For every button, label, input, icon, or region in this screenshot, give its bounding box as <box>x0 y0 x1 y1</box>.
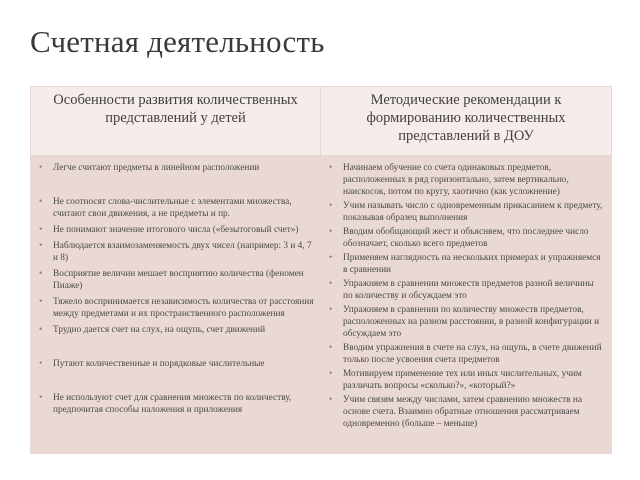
list-item: • Не понимают значение итогового числа («безытоговый счет») <box>37 224 314 236</box>
table-body-row <box>31 156 612 454</box>
list-item: • Не соотносят слова-числительные с элементами множества, считают свои движения, а не предметы и пр. <box>37 196 314 220</box>
features-cell <box>31 156 321 454</box>
list-item: • Упражняем в сравнении по количеству множеств предметов, расположенных на разном расстоянии, в разной конфигурации и обсуждаем это <box>327 304 605 340</box>
list-item: • Вводим упражнения в счете на слух, на ощупь, в счете движений только после усвоения счета предметов <box>327 342 605 366</box>
table-header-row <box>31 87 612 156</box>
list-item: • Наблюдается взаимозаменяемость двух чисел (например: 3 и 4, 7 и 8) <box>37 240 314 264</box>
list-item: • Вводим обобщающий жест и объясняем, что последнее число обозначает, сколько всего предметов <box>327 226 605 250</box>
list-item: • Тяжело воспринимается независимость количества от расстояния между предметами и их пространственного расположения <box>37 296 314 320</box>
column-header-recommendations: Методические рекомендации к формированию количественных представлений в ДОУ <box>321 87 612 156</box>
list-item: • Упражняем в сравнении множеств предметов разной величины по количеству и обсуждаем это <box>327 278 605 302</box>
list-item: • Легче считают предметы в линейном расположении <box>37 162 314 174</box>
list-item: • Восприятие величин мешает восприятию количества (феномен Пиаже) <box>37 268 314 292</box>
list-item: • Не используют счет для сравнения множеств по количеству, предпочитая способы наложения и приложения <box>37 392 314 416</box>
list-item: • Применяем наглядность на нескольких примерах и упражняемся в сравнении <box>327 252 605 276</box>
list-item: • Мотивируем применение тех или иных числительных, учим различать вопросы «сколько?», «который?» <box>327 368 605 392</box>
comparison-table <box>30 86 612 454</box>
list-item: • Путают количественные и порядковые числительные <box>37 358 314 370</box>
recommendations-list <box>327 162 605 430</box>
recommendations-cell <box>321 156 612 454</box>
list-item: • Начинаем обучение со счета одинаковых предметов, расположенных в ряд горизонтально, затем вертикально, наискосок, потом по кругу, хаотично (как усложнение) <box>327 162 605 198</box>
column-header-features: Особенности развития количественных представлений у детей <box>31 87 321 156</box>
features-list <box>37 162 314 416</box>
list-item: • Трудно дается счет на слух, на ощупь, счет движений <box>37 324 314 336</box>
slide-title: Счетная деятельность <box>30 24 325 59</box>
list-item: • Учим связям между числами, затем сравнению множеств на основе счета. Взаимно обратные отношения рассматриваем одновременно (больше – меньше) <box>327 394 605 430</box>
list-item: • Учим называть число с одновременным прикасанием к предмету, показывая образец выполнения <box>327 200 605 224</box>
